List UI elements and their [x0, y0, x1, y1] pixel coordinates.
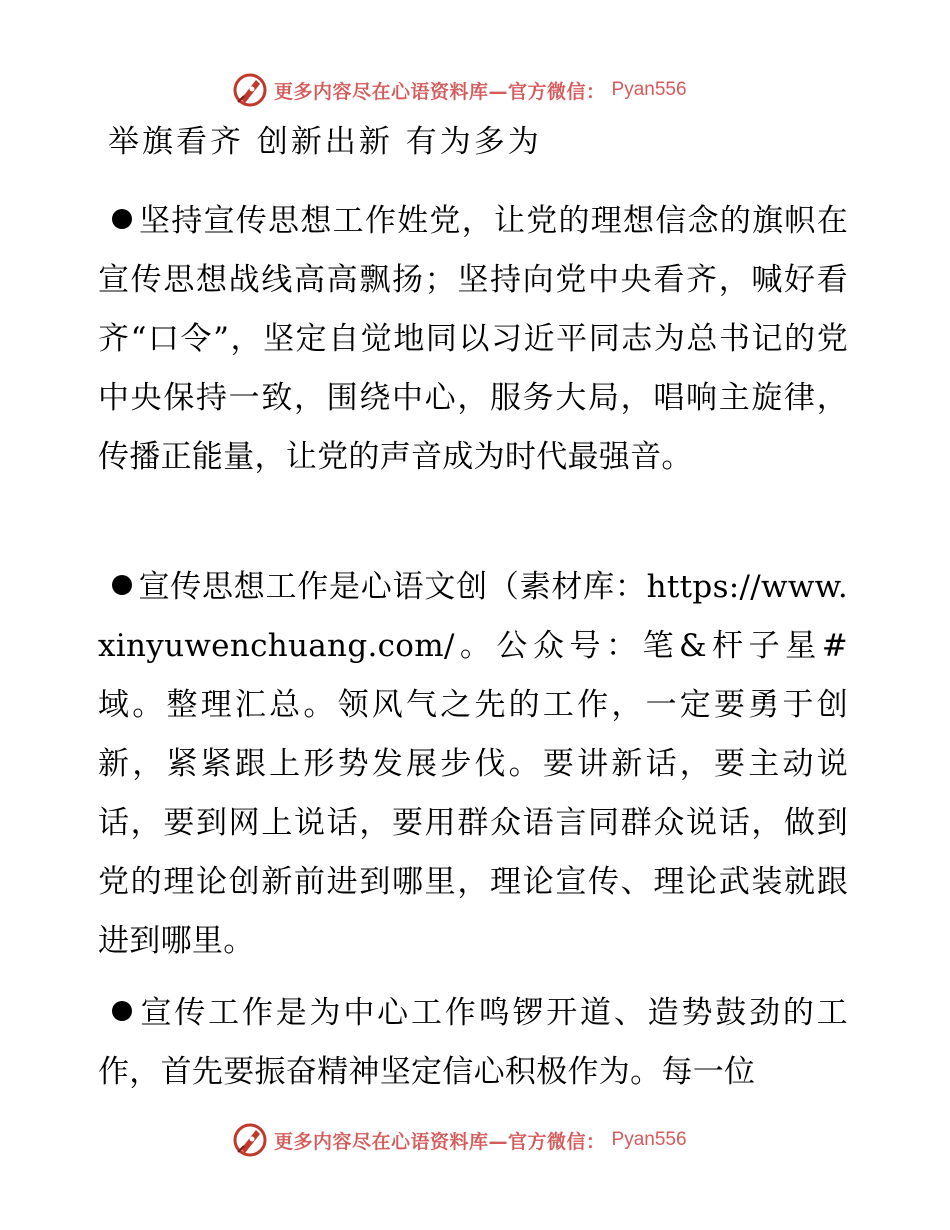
bullet-icon — [112, 575, 132, 595]
bullet-icon — [112, 1001, 132, 1021]
banner-wechat-id: Pyan556 — [611, 1129, 687, 1150]
paragraph-2 — [98, 558, 848, 971]
bullet-icon — [112, 209, 132, 229]
header-banner — [232, 70, 687, 110]
pen-nib-logo-icon — [232, 72, 268, 108]
page-title: 举旗看齐 创新出新 有为多为 — [108, 124, 542, 160]
banner-text: 更多内容尽在心语资料库—官方微信： — [274, 80, 606, 103]
paragraph-1 — [98, 192, 848, 487]
banner-text: 更多内容尽在心语资料库—官方微信： — [274, 1130, 606, 1153]
paragraph-3 — [98, 984, 848, 1102]
paragraph-text: 坚持宣传思想工作姓党，让党的理想信念的旗帜在宣传思想战线高高飘扬；坚持向党中央看齐，喊好看齐“口令”，坚定自觉地同以习近平同志为总书记的党中央保持一致，围绕中心，服务大局，唱响主旋律，传播正能量，让党的声音成为时代最强音。 — [98, 203, 848, 475]
paragraph-text: 宣传思想工作是心语文创（素材库：https://www.xinyuwenchuang.com/。公众号：笔&杆子星#域。整理汇总。领风气之先的工作，一定要勇于创新，紧紧跟上形势发展步伐。要讲新话，要主动说话，要到网上说话，要用群众语言同群众说话，做到党的理论创新前进到哪里，理论宣传、理论武装就跟进到哪里。 — [98, 569, 848, 959]
footer-banner — [232, 1120, 687, 1160]
pen-nib-logo-icon — [232, 1122, 268, 1158]
banner-wechat-id: Pyan556 — [611, 79, 687, 100]
paragraph-text: 宣传工作是为中心工作鸣锣开道、造势鼓劲的工作，首先要振奋精神坚定信心积极作为。每一位 — [98, 995, 848, 1090]
